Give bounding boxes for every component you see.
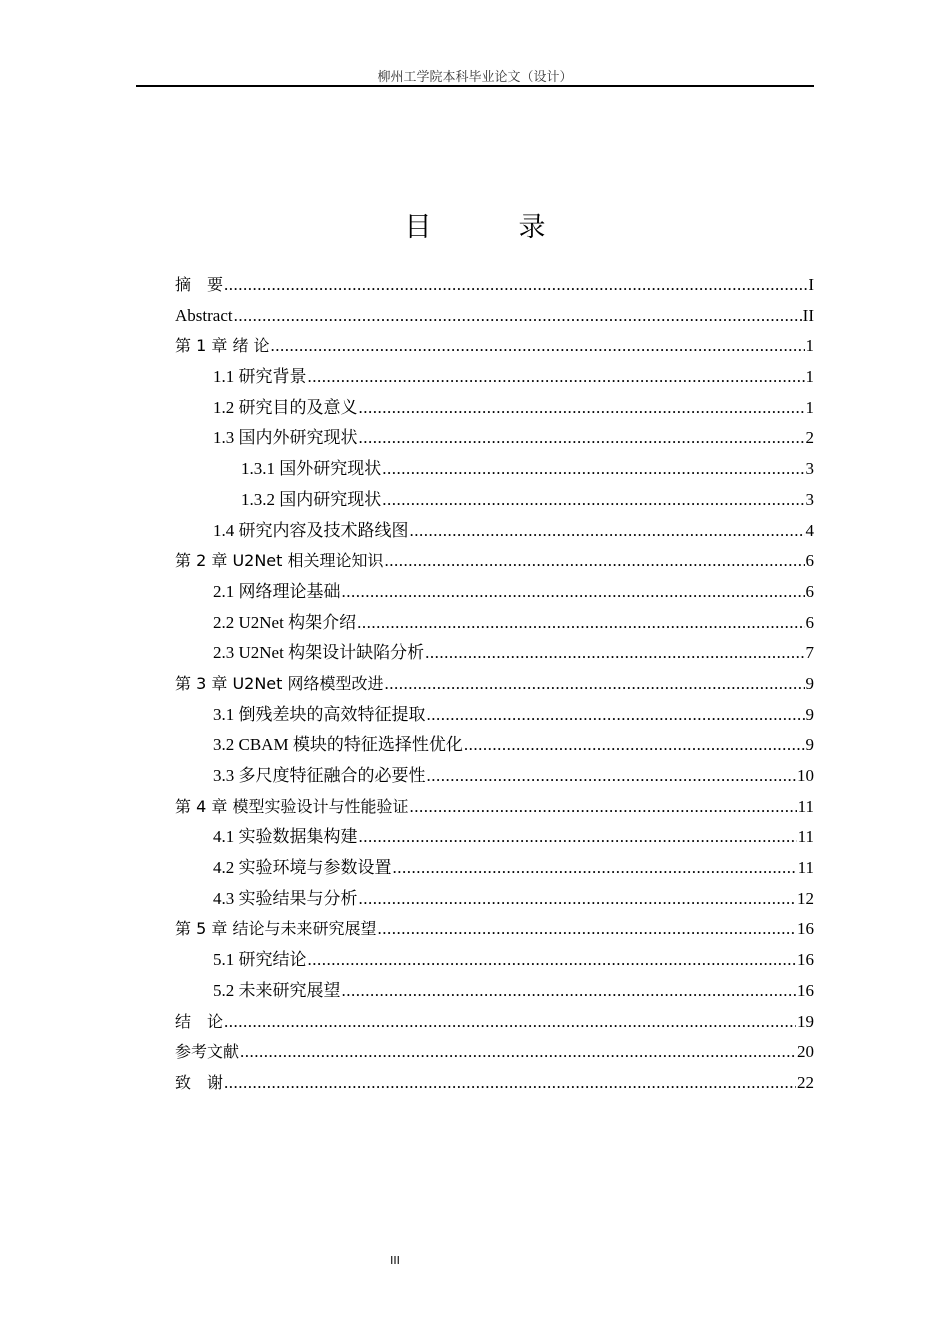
toc-entry-page: 12 <box>797 888 814 908</box>
toc-entry-label: 2.2 U2Net 构架介绍 <box>213 612 357 632</box>
toc-entry[interactable] <box>175 1007 814 1038</box>
toc-entry[interactable] <box>175 608 814 639</box>
toc-entry[interactable] <box>175 761 814 792</box>
toc-entry-label: 2.1 网络理论基础 <box>213 581 341 601</box>
toc-entry[interactable] <box>175 822 814 853</box>
toc-entry-label: 第 5 章 结论与未来研究展望 <box>175 919 377 939</box>
toc-entry-label: Abstract <box>175 305 233 325</box>
toc-entry-page: 1 <box>805 367 814 387</box>
dot-leader <box>342 577 805 608</box>
toc-entry-page: II <box>802 305 814 325</box>
toc-entry-label: 2.3 U2Net 构架设计缺陷分析 <box>213 643 425 663</box>
dot-leader <box>425 638 804 669</box>
toc-entry-page: 11 <box>797 827 814 847</box>
toc-entry-page: 19 <box>797 1011 814 1031</box>
dot-leader <box>385 669 805 700</box>
toc-entry-page: 16 <box>797 950 814 970</box>
toc-entry-label: 1.4 研究内容及技术路线图 <box>213 520 409 540</box>
toc-entry-label: 致 谢 <box>175 1072 224 1092</box>
dot-leader <box>240 1037 796 1068</box>
toc-entry-label: 3.2 CBAM 模块的特征选择性优化 <box>213 735 463 755</box>
header-rule <box>136 85 814 87</box>
toc-entry[interactable] <box>175 301 814 332</box>
toc-entry-page: 11 <box>797 858 814 878</box>
toc-entry-label: 第 1 章 绪 论 <box>175 336 270 356</box>
toc-entry-label: 4.3 实验结果与分析 <box>213 888 358 908</box>
running-header: 柳州工学院本科毕业论文（设计） <box>377 69 573 84</box>
toc-entry-label: 摘 要 <box>175 275 224 294</box>
toc-entry[interactable] <box>175 393 814 424</box>
dot-leader <box>224 1007 796 1038</box>
toc-entry-page: 16 <box>797 980 814 1000</box>
dot-leader <box>427 700 805 731</box>
dot-leader <box>464 730 805 761</box>
dot-leader <box>224 270 807 301</box>
toc-entry-page: 2 <box>805 428 814 448</box>
toc-entry-label: 1.3 国内外研究现状 <box>213 428 358 448</box>
dot-leader <box>427 761 797 792</box>
dot-leader <box>308 945 797 976</box>
toc-entry-page: 6 <box>805 581 814 601</box>
toc-entry[interactable] <box>175 914 814 945</box>
toc-entry[interactable] <box>175 546 814 577</box>
toc-entry[interactable] <box>175 792 814 823</box>
dot-leader <box>385 546 805 577</box>
toc-entry-page: 6 <box>805 612 814 632</box>
dot-leader <box>359 822 797 853</box>
dot-leader <box>393 853 797 884</box>
toc-entry[interactable] <box>175 270 814 301</box>
toc-entry-page: 9 <box>805 673 814 693</box>
toc-entry[interactable] <box>175 669 814 700</box>
dot-leader <box>357 608 804 639</box>
toc-entry-page: I <box>808 275 814 294</box>
toc-entry[interactable] <box>175 454 814 485</box>
toc-entry-label: 第 4 章 模型实验设计与性能验证 <box>175 796 409 816</box>
dot-leader <box>359 423 805 454</box>
dot-leader <box>359 884 797 915</box>
toc-entry-label: 第 2 章 U2Net 相关理论知识 <box>175 551 384 571</box>
toc-entry-label: 4.2 实验环境与参数设置 <box>213 858 392 878</box>
toc-entry[interactable] <box>175 700 814 731</box>
toc-entry-page: 20 <box>797 1042 814 1062</box>
dot-leader <box>342 976 797 1007</box>
page-title: 目 录 <box>404 212 576 243</box>
dot-leader <box>409 792 796 823</box>
dot-leader <box>382 454 804 485</box>
toc-entry-page: 1 <box>805 336 814 356</box>
toc-entry-page: 9 <box>805 735 814 755</box>
toc-entry[interactable] <box>175 331 814 362</box>
toc-entry-page: 1 <box>805 397 814 417</box>
toc-entry[interactable] <box>175 730 814 761</box>
dot-leader <box>377 914 796 945</box>
toc-entry[interactable] <box>175 976 814 1007</box>
toc-entry[interactable] <box>175 362 814 393</box>
toc-entry-page: 3 <box>805 489 814 509</box>
toc-entry-page: 9 <box>805 704 814 724</box>
table-of-contents <box>175 270 814 1099</box>
toc-entry-page: 10 <box>797 766 814 785</box>
toc-entry[interactable] <box>175 1068 814 1099</box>
dot-leader <box>382 485 804 516</box>
toc-entry-page: 22 <box>797 1072 814 1092</box>
toc-entry-page: 11 <box>797 796 814 816</box>
toc-entry-label: 4.1 实验数据集构建 <box>213 827 358 847</box>
toc-entry-label: 5.1 研究结论 <box>213 950 307 970</box>
page-number: III <box>390 1254 400 1267</box>
toc-entry[interactable] <box>175 485 814 516</box>
toc-entry-page: 6 <box>805 551 814 571</box>
toc-entry[interactable] <box>175 638 814 669</box>
dot-leader <box>271 331 805 362</box>
toc-entry-label: 3.1 倒残差块的高效特征提取 <box>213 704 426 724</box>
toc-entry-label: 5.2 未来研究展望 <box>213 980 341 1000</box>
dot-leader <box>224 1068 796 1099</box>
toc-entry[interactable] <box>175 577 814 608</box>
toc-entry[interactable] <box>175 945 814 976</box>
toc-entry-label: 第 3 章 U2Net 网络模型改进 <box>175 673 384 693</box>
toc-entry-page: 3 <box>805 459 814 479</box>
toc-entry[interactable] <box>175 853 814 884</box>
toc-entry-label: 1.3.1 国外研究现状 <box>241 459 382 479</box>
toc-entry-page: 16 <box>797 919 814 939</box>
toc-entry-label: 1.2 研究目的及意义 <box>213 397 358 417</box>
dot-leader <box>359 393 805 424</box>
toc-entry[interactable] <box>175 1037 814 1068</box>
toc-entry[interactable] <box>175 423 814 454</box>
toc-entry-page: 4 <box>805 520 814 540</box>
toc-entry-label: 参考文献 <box>175 1042 240 1062</box>
toc-entry-label: 1.3.2 国内研究现状 <box>241 489 382 509</box>
toc-entry-label: 1.1 研究背景 <box>213 367 307 387</box>
toc-entry[interactable] <box>175 516 814 547</box>
toc-entry-label: 3.3 多尺度特征融合的必要性 <box>213 766 426 785</box>
toc-entry[interactable] <box>175 884 814 915</box>
toc-entry-label: 结 论 <box>175 1011 224 1031</box>
toc-entry-page: 7 <box>805 643 814 663</box>
dot-leader <box>308 362 805 393</box>
dot-leader <box>234 301 802 332</box>
dot-leader <box>410 516 805 547</box>
